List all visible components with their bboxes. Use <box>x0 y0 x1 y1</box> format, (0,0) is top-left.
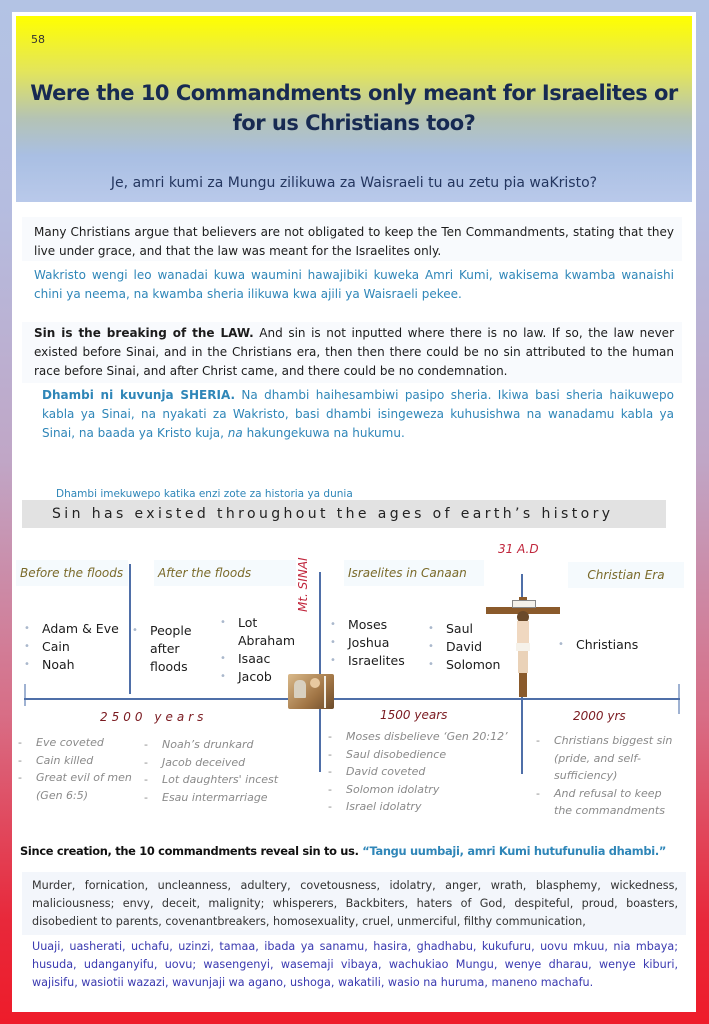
timeline-divider-sinai <box>319 572 321 772</box>
duration-2000-years: 2000 yrs <box>573 709 626 723</box>
sin-law-english <box>22 322 682 383</box>
sin-item: - Solomon idolatry <box>326 781 522 799</box>
sins-christian-era <box>534 732 674 820</box>
person-item: • Noah <box>22 656 119 674</box>
duration-1500-years: 1500 years <box>380 708 448 722</box>
sin-law-swahili-rest: Na dhambi haihesambiwi pasipo sheria. Ikiwa basi sheria haikuwepo kabla ya Sinai, na nyakati za Wakristo, basi dhambi isingeweza kuhusishwa na wanadamu kabla ya Sinai, na baada ya Kristo kuja, <box>42 388 674 440</box>
sin-law-swahili-italic: na <box>227 426 243 440</box>
era-label-israelites-canaan: Israelites in Canaan <box>344 560 484 586</box>
timeline-banner: Sin has existed throughout the ages of earth’s history <box>22 500 666 528</box>
page-title: Were the 10 Commandments only meant for Israelites or for us Christians too? <box>30 81 678 135</box>
sins-after-floods <box>142 736 312 806</box>
person-item: • Lot <box>218 614 295 632</box>
people-after-floods <box>130 622 210 676</box>
sin-item: - David coveted <box>326 763 522 781</box>
sin-item: - Jacob deceived <box>142 754 312 772</box>
reveal-swahili: “Tangu uumbaji, amri Kumi hutufunulia dhambi.” <box>362 844 667 858</box>
sin-item: - Eve coveted <box>16 734 134 752</box>
page-subtitle: Je, amri kumi za Mungu zilikuwa za Waisraeli tu au zetu pia waKristo? <box>110 175 598 191</box>
sin-item: - Esau intermarriage <box>142 789 312 807</box>
intro-english: Many Christians argue that believers are not obligated to keep the Ten Commandments, stating that they live under grace, and that the law was meant for the Israelites only. <box>22 217 682 261</box>
person-item: • Adam & Eve <box>22 620 119 638</box>
sin-item: - Cain killed <box>16 752 134 770</box>
sin-item: - Great evil of men (Gen 6:5) <box>16 769 134 804</box>
people-israelites <box>328 616 405 670</box>
person-item: • Cain <box>22 638 119 656</box>
sin-law-english-rest: And sin is not inputted where there is no law. If so, the law never existed before Sinai, and in the Christians era, then then there could be no sin attributed to the human race before Sinai, and after Christ came, and there could be no condemnation. <box>34 326 674 378</box>
person-item: • Israelites <box>328 652 405 670</box>
person-item: • Christians <box>556 636 638 654</box>
person-item: Abraham <box>238 633 296 648</box>
intro-swahili: Wakristo wengi leo wanadai kuwa waumini hawajibiki kuweka Amri Kumi, wakisema kwamba wanaishi chini ya neema, na kwamba sheria ilikuwa kwa ajili ya Waisraeli pekee. <box>34 268 674 301</box>
cross-date-marker: 31 A.D <box>498 542 539 556</box>
page <box>12 12 696 1012</box>
era-label-christian-era: Christian Era <box>568 562 684 588</box>
crucifix-icon <box>486 597 560 697</box>
person-item: • Saul <box>426 620 500 638</box>
sin-item: - And refusal to keep the commandments <box>534 785 674 820</box>
sin-list-swahili: Uuaji, uasherati, uchafu, uzinzi, tamaa, ibada ya sanamu, hasira, ghadhabu, kukufuru, uovu mkuu, nia mbaya; husuda, udanganyifu, uovu; wasengenyi, wasemaji vibaya, wachukiao Mungu, wenye dharau, wenye kiburi, wajisifu, wasiotii wazazi, wavunjaji wa agano, ushoga, wakatili, wasio na huruma, maneno machafu. <box>32 940 678 989</box>
moses-picture-icon <box>288 674 334 709</box>
page-number: 58 <box>31 33 45 46</box>
person-item: • David <box>426 638 500 656</box>
sin-item: - Israel idolatry <box>326 798 522 816</box>
era-label-before-floods: Before the floods <box>16 560 128 586</box>
person-item: • Moses <box>328 616 405 634</box>
sin-law-swahili <box>30 386 686 443</box>
reveal-english: Since creation, the 10 commandments reveal sin to us. <box>20 844 359 858</box>
timeline-start-tick <box>24 684 26 706</box>
person-item: • Isaac <box>218 650 295 668</box>
reveal-statement <box>20 844 666 858</box>
patriarchs-list <box>218 614 295 686</box>
sin-list-english: Murder, fornication, uncleanness, adultery, covetousness, idolatry, anger, wrath, blasphemy, wickedness, maliciousness; envy, deceit, malignity; whisperers, Backbiters, haters of God, despiteful, proud, boasters, disobedient to parents, covenantbreakers, homosexuality, cruel, unmerciful, filthy communication, <box>22 872 686 935</box>
header <box>16 16 692 202</box>
person-item: • Jacob <box>218 668 295 686</box>
people-before-floods <box>22 620 119 674</box>
sin-law-english-bold: Sin is the breaking of the LAW. <box>34 326 254 340</box>
person-item: • People after floods <box>130 622 200 676</box>
sin-item: - Noah’s drunkard <box>142 736 312 754</box>
person-item: • Joshua <box>328 634 405 652</box>
sins-before-floods <box>16 734 134 804</box>
people-christian-era <box>556 636 638 654</box>
sin-item: - Saul disobedience <box>326 746 522 764</box>
timeline-axis <box>24 698 680 700</box>
sin-law-swahili-bold: Dhambi ni kuvunja SHERIA. <box>42 388 236 402</box>
sin-law-swahili-end: hakungekuwa na hukumu. <box>242 426 405 440</box>
mt-sinai-marker: Mt. SINAI <box>296 557 310 612</box>
era-label-after-floods: After the floods <box>154 560 296 586</box>
duration-2500-years: 2500 years <box>100 710 208 724</box>
person-item: • Solomon <box>426 656 500 674</box>
sin-item: - Lot daughters' incest <box>142 771 312 789</box>
sins-israelites <box>326 728 522 816</box>
sin-item: - Moses disbelieve ‘Gen 20:12’ <box>326 728 522 746</box>
timeline-swahili-caption: Dhambi imekuwepo katika enzi zote za historia ya dunia <box>56 488 353 500</box>
sin-item: - Christians biggest sin (pride, and self-sufficiency) <box>534 732 674 785</box>
